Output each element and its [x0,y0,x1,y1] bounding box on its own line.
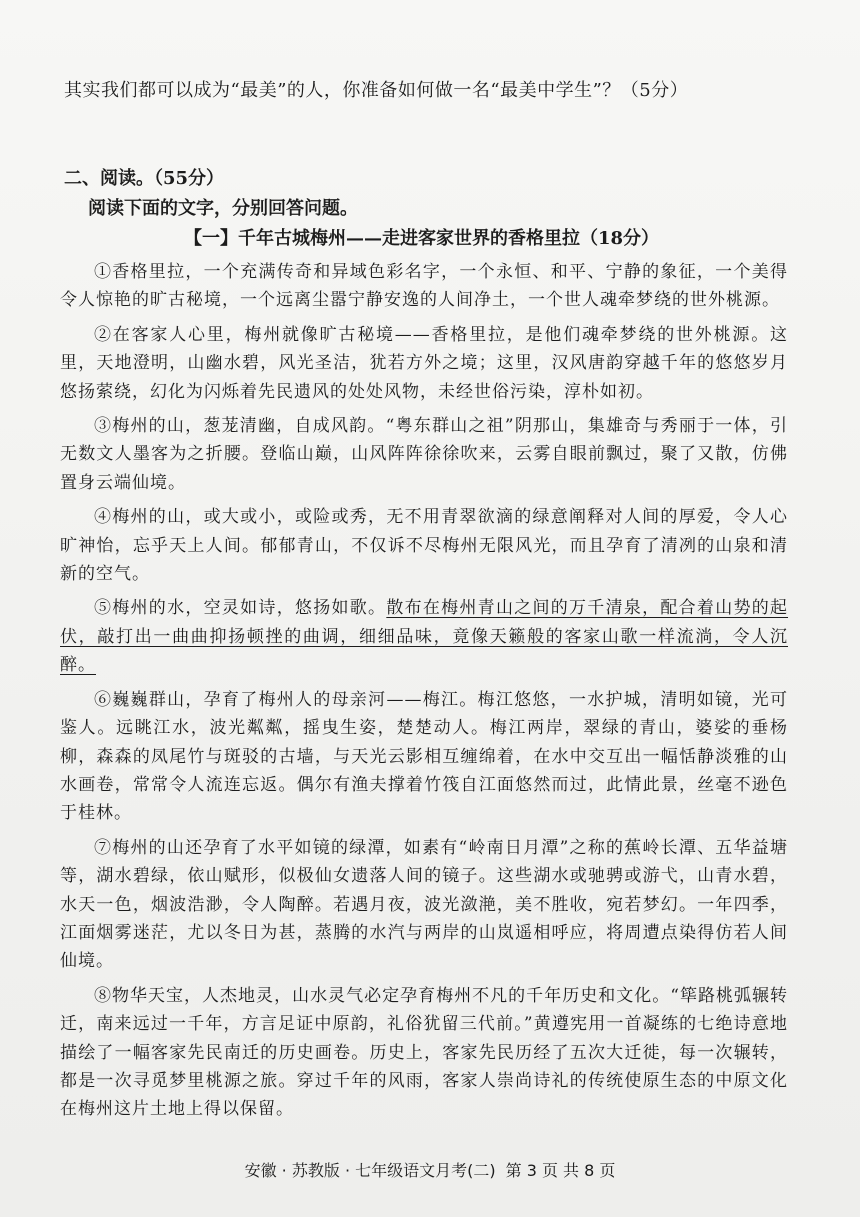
paragraph-1: ①香格里拉，一个充满传奇和异域色彩名字，一个永恒、和平、宁静的象征，一个美得令人惊艳的旷古秘境，一个远离尘嚣宁静安逸的人间净土，一个世人魂牵梦绕的世外桃源。 [60,262,788,311]
paragraph-8: ⑧物华天宝，人杰地灵，山水灵气必定孕育梅州不凡的千年历史和文化。“筚路桃弧辗转迁，南来远过一千年，方言足证中原韵，礼俗犹留三代前。”黄遵宪用一首凝练的七绝诗意地描绘了一幅客家先民南迁的历史画卷。历史上，客家先民历经了五次大迁徙，每一次辗转，都是一次寻觅梦里桃源之旅。穿过千年的风雨，客家人崇尚诗礼的传统使原生态的中原文化在梅州这片土地上得以保留。 [60,985,788,1120]
section-instruction: 阅读下面的文字，分别回答问题。 [88,198,358,219]
underlined-sentence: 散布在梅州青山之间的万千清泉，配合着山势的起伏，敲打出一曲曲抑扬顿挫的曲调，细细品味，竟像天籁般的客家山歌一样流淌，令人沉醉。 [60,598,789,676]
section-heading: 二、阅读。（55分） [64,168,225,189]
paragraph-4: ④梅州的山，或大或小，或险或秀，无不用青翠欲滴的绿意阐释对人间的厚爱，令人心旷神怡，忘乎天上人间。郁郁青山，不仅诉不尽梅州无限风光，而且孕育了清冽的山泉和清新的空气。 [60,507,788,585]
paragraph-6: ⑥巍巍群山，孕育了梅州人的母亲河——梅江。梅江悠悠，一水护城，清明如镜，光可鉴人。远眺江水，波光粼粼，摇曳生姿，楚楚动人。梅江两岸，翠绿的青山，婆娑的垂杨柳，森森的凤尾竹与斑驳的古墙，与天光云影相互缠绵着，在水中交互出一幅恬静淡雅的山水画卷，常常令人流连忘返。偶尔有渔夫撑着竹筏自江面悠然而过，此情此景，丝毫不逊色于桂林。 [60,689,788,824]
question-prompt: 其实我们都可以成为“最美”的人，你准备如何做一名“最美中学生”？（5分） [64,80,689,101]
paragraph-5 [60,594,788,679]
paragraph-2: ②在客家人心里，梅州就像旷古秘境——香格里拉，是他们魂牵梦绕的世外桃源。这里，天地澄明，山幽水碧，风光圣洁，犹若方外之境；这里，汉风唐韵穿越千年的悠悠岁月悠扬萦绕，幻化为闪烁着先民遗风的处处风物，未经世俗污染，淳朴如初。 [60,324,788,402]
paragraph-3: ③梅州的山，葱茏清幽，自成风韵。“粤东群山之祖”阴那山，集雄奇与秀丽于一体，引无数文人墨客为之折腰。登临山巅，山风阵阵徐徐吹来，云雾自眼前飘过，聚了又散，仿佛置身云端仙境。 [60,416,788,493]
page-footer [0,1160,860,1182]
footer-exam-info: 安徽 · 苏教版 · 七年级语文月考(二) [244,1161,496,1180]
article-body [60,258,788,1124]
paragraph-5-lead: ⑤梅州的水，空灵如诗，悠扬如歌。 [94,598,387,619]
footer-page-number: 第 3 页 共 8 页 [505,1161,616,1180]
article-title: 【一】千年古城梅州——走进客家世界的香格里拉（18分） [184,228,660,249]
paragraph-7: ⑦梅州的山还孕育了水平如镜的绿潭，如素有“岭南日月潭”之称的蕉岭长潭、五华益塘等，湖水碧绿，依山赋形，似极仙女遗落人间的镜子。这些湖水或驰骋或游弋，山青水碧，水天一色，烟波浩渺，令人陶醉。若遇月夜，波光潋滟，美不胜收，宛若梦幻。一年四季，江面烟雾迷茫，尤以冬日为甚，蒸腾的水汽与两岸的山岚遥相呼应，将周遭点染得仿若人间仙境。 [60,837,788,972]
